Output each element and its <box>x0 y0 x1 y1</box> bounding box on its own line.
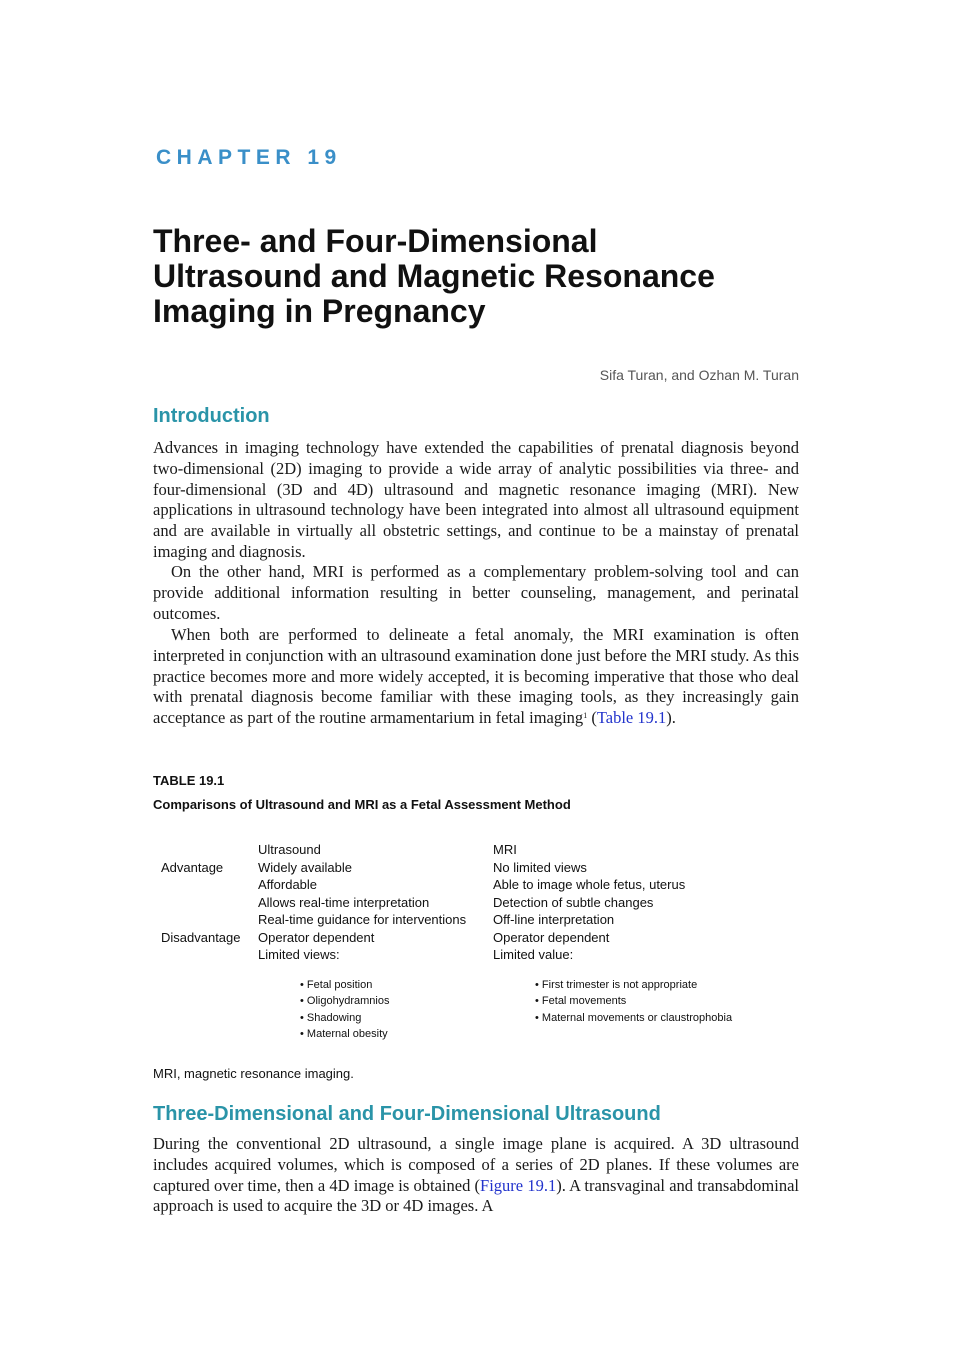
list-item: • Oligohydramnios <box>300 993 389 1009</box>
list-item: • First trimester is not appropriate <box>535 977 732 993</box>
intro-paragraph-3 <box>153 625 799 729</box>
chapter-title-line: Ultrasound and Magnetic Resonance <box>153 258 715 294</box>
table-19-1-link[interactable]: Table 19.1 <box>596 708 667 728</box>
table-cell: Limited views: <box>258 947 340 962</box>
chapter-title-line: Three- and Four-Dimensional <box>153 223 598 259</box>
ultrasound-limitations-list <box>300 977 389 1042</box>
introduction-heading: Introduction <box>153 405 270 427</box>
chapter-label: CHAPTER 19 <box>156 146 342 169</box>
table-cell: Operator dependent <box>258 929 375 945</box>
table-cell: Allows real-time interpretation <box>258 894 430 910</box>
intro-paragraph-3-text: When both are performed to delineate a fetal anomaly, the MRI examination is often interpreted in conjunction with an ultrasound examination done just before the MRI study. As this practice becomes more and more widely accepted, it is becoming imperative that those who deal with prenatal diagnosis become familiar with these imaging tools, as they increasingly gain acceptance as part of the routine armamentarium in fetal imaging <box>153 625 799 728</box>
table-cell: Detection of subtle changes <box>493 894 654 910</box>
table-cell: Off-line interpretation <box>493 912 615 927</box>
table-label: TABLE 19.1 <box>153 773 225 788</box>
paragraph-text: During the conventional 2D ultrasound, a single image plane is acquired. A 3D ultrasound includes acquired volumes, which is composed of a series of 2D planes. If these volumes are captured over time, then a 4D image is obtained ( <box>153 1134 799 1195</box>
table-cell: Real-time guidance for interventions <box>258 912 467 927</box>
intro-paragraph-2: On the other hand, MRI is performed as a complementary problem-solving tool and can provide additional information resulting in better counseling, management, and perinatal outcomes. <box>153 562 799 623</box>
table-footnote: MRI, magnetic resonance imaging. <box>153 1066 354 1081</box>
table-cell: Affordable <box>258 877 318 892</box>
paragraph-text: ). A transvaginal and transabdominal approach is used to acquire the 3D or 4D images. A <box>153 1175 799 1216</box>
table-cell: Able to image whole fetus, uterus <box>493 877 686 892</box>
column-header-mri: MRI <box>493 842 517 857</box>
list-item: • Fetal position <box>300 977 389 993</box>
row-label-disadvantage: Disadvantage <box>161 929 241 945</box>
list-item: • Maternal obesity <box>300 1026 389 1042</box>
table-caption: Comparisons of Ultrasound and MRI as a Fetal Assessment Method <box>153 797 571 812</box>
section-3d-4d-paragraph <box>153 1134 799 1217</box>
chapter-title-line: Imaging in Pregnancy <box>153 293 486 329</box>
intro-paragraph-1: Advances in imaging technology have extended the capabilities of prenatal diagnosis beyond two-dimensional (2D) imaging to provide a wide array of analytic possibilities via three- and four-dimensional (3D and 4D) ultrasound and magnetic resonance imaging (MRI). New applications in ultrasound technology have been integrated into almost all ultrasound equipment and are available in virtually all obstetric settings, and continue to be a mainstay of prenatal imaging and diagnosis. <box>153 438 799 561</box>
table-cell: Limited value: <box>493 947 574 962</box>
column-header-ultrasound: Ultrasound <box>258 842 321 857</box>
table-cell: No limited views <box>493 859 587 875</box>
table-cell: Widely available <box>258 859 352 875</box>
section-heading-3d-4d: Three-Dimensional and Four-Dimensional Ultrasound <box>153 1103 661 1125</box>
paren-open: ( <box>587 708 597 728</box>
row-label-advantage: Advantage <box>161 859 224 875</box>
chapter-title <box>153 224 853 329</box>
mri-limitations-list <box>535 977 732 1026</box>
chapter-authors: Sifa Turan, and Ozhan M. Turan <box>599 367 799 383</box>
paren-close: ). <box>666 708 676 728</box>
comparison-table <box>0 841 953 1051</box>
reference-marker: 1 <box>583 711 588 721</box>
list-item: • Maternal movements or claustrophobia <box>535 1010 732 1026</box>
list-item: • Shadowing <box>300 1010 389 1026</box>
table-cell: Operator dependent <box>493 929 610 945</box>
list-item: • Fetal movements <box>535 993 732 1009</box>
figure-19-1-link[interactable]: Figure 19.1 <box>480 1175 557 1195</box>
